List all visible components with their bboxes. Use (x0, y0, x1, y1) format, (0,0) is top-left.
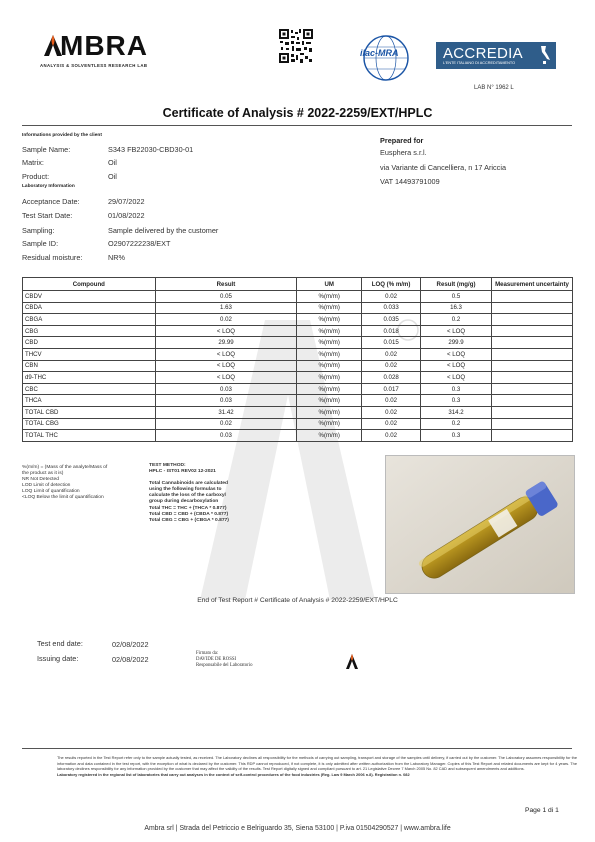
col-compound: Compound (23, 278, 156, 291)
table-header-row (23, 278, 573, 291)
ilac-text: ilac-MRA (360, 48, 399, 58)
cell-result: 0.02 (155, 314, 297, 326)
test-start-value: 01/08/2022 (108, 211, 145, 220)
cell-result-mg: < LOQ (421, 360, 492, 372)
cell-uncertainty (491, 360, 572, 372)
cell-loq: 0.018 (362, 325, 421, 337)
legend-line: the product as it is) (22, 471, 64, 477)
cell-compound: TOTAL CBD (23, 406, 156, 418)
cell-um: %(m/m) (297, 418, 362, 430)
cell-loq: 0.015 (362, 337, 421, 349)
acceptance-date-label: Acceptance Date: (22, 197, 80, 206)
cell-result-mg: 0.2 (421, 418, 492, 430)
cell-uncertainty (491, 337, 572, 349)
accredia-wordmark: ACCREDIA (443, 45, 523, 62)
cell-loq: 0.02 (362, 406, 421, 418)
table-row (23, 360, 573, 372)
sample-photo (385, 455, 575, 594)
table-row (23, 314, 573, 326)
table-row (23, 372, 573, 384)
cell-result-mg: 16.3 (421, 302, 492, 314)
table-row (23, 418, 573, 430)
method-line: Total CBG = CBG + (CBGA * 0.877) (149, 517, 229, 523)
test-start-label: Test Start Date: (22, 211, 73, 220)
signature-line: DAVIDE DE ROSSI (196, 657, 237, 662)
cell-compound: CBD (23, 337, 156, 349)
cell-loq: 0.02 (362, 395, 421, 407)
product-label: Product: (22, 172, 50, 181)
cell-loq: 0.02 (362, 430, 421, 442)
cell-result: < LOQ (155, 325, 297, 337)
qr-code-icon (278, 28, 314, 64)
method-line: Total CBD = CBD + (CBDA * 0.877) (149, 511, 229, 517)
cell-loq: 0.02 (362, 360, 421, 372)
cell-um: %(m/m) (297, 406, 362, 418)
cell-result: 29.99 (155, 337, 297, 349)
issuing-label: Issuing date: (37, 654, 79, 663)
client-section-title: Informations provided by the client (22, 133, 102, 138)
method-title: TEST METHOD: (149, 463, 186, 468)
col-loq: LOQ (% m/m) (362, 278, 421, 291)
cell-result: 31.42 (155, 406, 297, 418)
test-end-value: 02/08/2022 (112, 640, 149, 649)
method-line: calculate the loss of the carboxyl (149, 493, 226, 499)
accredia-subtitle: L'ENTE ITALIANO DI ACCREDITAMENTO (443, 61, 516, 65)
cell-um: %(m/m) (297, 325, 362, 337)
cell-uncertainty (491, 406, 572, 418)
cell-um: %(m/m) (297, 372, 362, 384)
col-um: UM (297, 278, 362, 291)
matrix-value: Oil (108, 158, 117, 167)
acceptance-date-value: 29/07/2022 (108, 197, 145, 206)
company-footer: Ambra srl | Strada del Petriccio e Belriguardo 35, Siena 53100 | P.iva 01504290527 | www.ambra.life (144, 825, 451, 832)
cell-compound: TOTAL CBG (23, 418, 156, 430)
test-method (149, 463, 229, 524)
cell-loq: 0.02 (362, 418, 421, 430)
footnote-registration: Laboratory registered in the regional list of laboratories that carry out analyses in the context of self-control procedures of the food industries (Reg. Law 9 March 2006 n.8). Registration n. 082 (57, 771, 410, 777)
method-line: Total THC = THC + (THCA * 0.877) (149, 505, 227, 511)
product-value: Oil (108, 172, 117, 181)
cell-uncertainty (491, 325, 572, 337)
legend-line: LOD Limit of detection (22, 483, 71, 489)
cell-result: 0.02 (155, 418, 297, 430)
cell-result-mg: < LOQ (421, 348, 492, 360)
cell-compound: CBC (23, 383, 156, 395)
table-row (23, 348, 573, 360)
logo-wordmark: MBRA (60, 30, 148, 61)
cell-uncertainty (491, 314, 572, 326)
logo-tagline: ANALYSIS & SOLVENTLESS RESEARCH LAB (40, 63, 148, 68)
cell-uncertainty (491, 430, 572, 442)
cell-compound: CBN (23, 360, 156, 372)
lab-section-title: Laboratory Information (22, 184, 75, 189)
cell-compound: TOTAL THC (23, 430, 156, 442)
client-company: Eusphera s.r.l. (380, 148, 427, 157)
table-row (23, 383, 573, 395)
sampling-label: Sampling: (22, 226, 55, 235)
cell-um: %(m/m) (297, 383, 362, 395)
sample-name-value: S343 FB22030-CBD30-01 (108, 145, 194, 154)
test-end-label: Test end date: (37, 639, 83, 648)
cell-loq: 0.033 (362, 302, 421, 314)
cell-result-mg: 0.5 (421, 291, 492, 303)
ilac-mra-logo (357, 33, 415, 83)
cell-result-mg: 314.2 (421, 406, 492, 418)
col-result-mg: Result (mg/g) (421, 278, 492, 291)
cell-result: < LOQ (155, 360, 297, 372)
cell-loq: 0.02 (362, 348, 421, 360)
method-code: HPLC - IST01 REV02 12-2021 (149, 469, 216, 475)
table-row (23, 325, 573, 337)
cell-uncertainty (491, 348, 572, 360)
cell-um: %(m/m) (297, 337, 362, 349)
cell-uncertainty (491, 291, 572, 303)
cell-result-mg: < LOQ (421, 372, 492, 384)
legend-line: LOQ Limit of quantification (22, 489, 80, 495)
table-row (23, 406, 573, 418)
cell-compound: CBDV (23, 291, 156, 303)
signature-line: Responsabile del Laboratorio (196, 663, 253, 668)
cell-compound: THCV (23, 348, 156, 360)
cell-result-mg: 0.3 (421, 383, 492, 395)
signature-line: Firmato da: (196, 651, 219, 656)
cell-result-mg: 0.2 (421, 314, 492, 326)
sample-id-label: Sample ID: (22, 239, 59, 248)
legend-line: NR Not Detected (22, 477, 59, 483)
accredia-logo (436, 42, 556, 69)
cell-um: %(m/m) (297, 430, 362, 442)
cell-result: < LOQ (155, 348, 297, 360)
col-result: Result (155, 278, 297, 291)
page-title: Certificate of Analysis # 2022-2259/EXT/HPLC (162, 106, 433, 120)
table-row (23, 302, 573, 314)
sample-id-value: O2907222238/EXT (108, 239, 171, 248)
cell-result-mg: < LOQ (421, 325, 492, 337)
method-line: Total Cannabinoids are calculated (149, 481, 228, 487)
cell-loq: 0.028 (362, 372, 421, 384)
cell-um: %(m/m) (297, 395, 362, 407)
ambra-stamp-icon (345, 653, 359, 669)
cell-result: 0.05 (155, 291, 297, 303)
cell-result: 0.03 (155, 395, 297, 407)
cell-result-mg: 299.9 (421, 337, 492, 349)
moisture-value: NR% (108, 253, 126, 262)
sample-name-label: Sample Name: (22, 145, 71, 154)
end-of-report: End of Test Report # Certificate of Analysis # 2022-2259/EXT/HPLC (197, 597, 398, 604)
matrix-label: Matrix: (22, 158, 44, 167)
sample-vial-icon (386, 456, 574, 593)
cell-result-mg: 0.3 (421, 395, 492, 407)
cell-loq: 0.017 (362, 383, 421, 395)
cell-loq: 0.02 (362, 291, 421, 303)
cell-um: %(m/m) (297, 314, 362, 326)
cell-um: %(m/m) (297, 302, 362, 314)
cell-result: 0.03 (155, 430, 297, 442)
cell-um: %(m/m) (297, 348, 362, 360)
page-number: Page 1 di 1 (525, 807, 559, 814)
cell-result-mg: 0.3 (421, 430, 492, 442)
prepared-for-heading: Prepared for (380, 136, 424, 145)
digital-signature (196, 651, 252, 669)
cell-uncertainty (491, 383, 572, 395)
table-row (23, 430, 573, 442)
table-row (23, 291, 573, 303)
ambra-logo (40, 30, 170, 74)
cell-compound: d9-THC (23, 372, 156, 384)
cell-compound: CBGA (23, 314, 156, 326)
cell-uncertainty (491, 372, 572, 384)
cell-result: 1.63 (155, 302, 297, 314)
legend-line: %(m/m) = (Mass of the analyte/Mass of (22, 465, 108, 470)
title-divider (22, 125, 572, 126)
footer-divider (22, 748, 572, 749)
cell-um: %(m/m) (297, 291, 362, 303)
cell-loq: 0.035 (362, 314, 421, 326)
issuing-value: 02/08/2022 (112, 655, 149, 664)
italy-map-icon (539, 45, 551, 65)
legend-notes (22, 465, 107, 502)
cell-compound: CBG (23, 325, 156, 337)
results-table (22, 277, 573, 442)
table-row (23, 337, 573, 349)
sampling-value: Sample delivered by the customer (108, 226, 219, 235)
cell-uncertainty (491, 418, 572, 430)
method-line: using the following formulas to (149, 487, 222, 493)
col-uncertainty: Measurement uncertainty (491, 278, 572, 291)
cell-compound: THCA (23, 395, 156, 407)
results-body (23, 291, 573, 442)
cell-result: < LOQ (155, 372, 297, 384)
footnote-text: The results reported in the Test Report refer only to the sample actually tested, as received. The Laboratory declines all responsibility for the methods of carrying out sampling, transport and storage of the samples until delivery, if carried out by the customer. The Laboratory assumes responsibility for the information and data contained in the test report, with the exception of what is declared by the customer. This RDP cannot reproduced, if not complete, it is only admitted after written authorization from the Laboratory Manager. Copies of this Test Report and related documents are kept for 4 years. The laboratory declines responsibility for any information provided by the customer that may affect the validity of the results. Test Report digitally signed and compliant pursuant to art. 21 Legislative Decree 7 March 2005 No. 82 CAD and subsequent amendments and additions. (57, 755, 577, 772)
cell-compound: CBDA (23, 302, 156, 314)
cell-result: 0.03 (155, 383, 297, 395)
moisture-label: Residual moisture: (22, 253, 83, 262)
method-line: group during decarboxylation (149, 499, 219, 505)
legend-line: <LOQ Below the limit of quantification (22, 495, 104, 501)
ilac-globe-icon (357, 33, 415, 83)
lab-number: LAB N° 1962 L (474, 85, 514, 91)
cell-uncertainty (491, 395, 572, 407)
cell-uncertainty (491, 302, 572, 314)
cell-um: %(m/m) (297, 360, 362, 372)
legal-footnote (57, 755, 577, 777)
client-vat: VAT 14493791009 (380, 177, 440, 186)
table-row (23, 395, 573, 407)
client-address: via Variante di Cancelliera, n 17 Ariccia (380, 163, 507, 172)
